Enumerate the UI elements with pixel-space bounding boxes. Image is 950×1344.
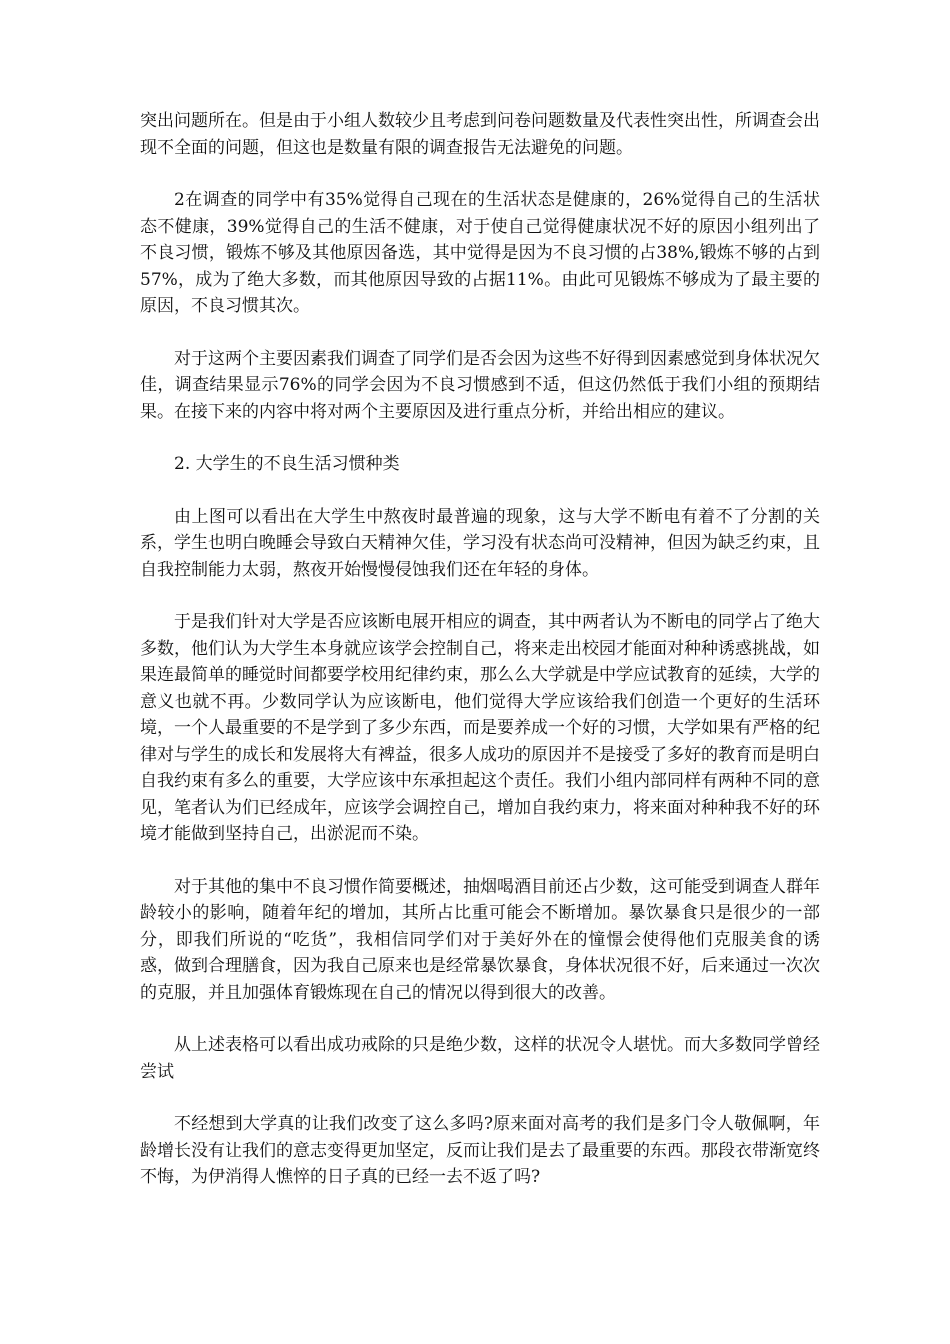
paragraph-health-survey-results: 2在调查的同学中有35%觉得自己现在的生活状态是健康的，26%觉得自己的生活状态不健康，39%觉得自己的生活不健康，对于使自己觉得健康状况不好的原因小组列出了不良习惯，锻炼不够及其他原因备选，其中觉得是因为不良习惯的占38%,锻炼不够的占到57%，成为了绝大多数，而其他原因导致的占据11%。由此可见锻炼不够成为了最主要的原因，不良习惯其次。 [140,190,820,316]
paragraph-power-cutoff-debate: 于是我们针对大学是否应该断电展开相应的调查，其中两者认为不断电的同学占了绝大多数，他们认为大学生本身就应该学会控制自己，将来走出校园才能面对种种诱惑挑战，如果连最简单的睡觉时间都要学校用纪律约束，那么么大学就是中学应试教育的延续，大学的意义也就不再。少数同学认为应该断电，他们觉得大学应该给我们创造一个更好的生活环境，一个人最重要的不是学到了多少东西，而是要养成一个好的习惯，大学如果有严格的纪律对与学生的成长和发展将大有裨益，很多人成功的原因并不是接受了多好的教育而是明白自我约束有多么的重要，大学应该中东承担起这个责任。我们小组内部同样有两种不同的意见，笔者认为们已经成年，应该学会调控自己，增加自我约束力，将来面对种种我不好的环境才能做到坚持自己，出淤泥而不染。 [140,612,820,844]
paragraph-intro-continuation: 突出问题所在。但是由于小组人数较少且考虑到问卷问题数量及代表性突出性，所调查会出现不全面的问题，但这也是数量有限的调查报告无法避免的问题。 [140,111,820,158]
paragraph-main-factors: 对于这两个主要因素我们调查了同学们是否会因为这些不好得到因素感觉到身体状况欠佳，调查结果显示76%的同学会因为不良习惯感到不适，但这仍然低于我们小组的预期结果。在接下来的内容中将对两个主要原因及进行重点分析，并给出相应的建议。 [140,348,820,422]
paragraph-other-bad-habits: 对于其他的集中不良习惯作简要概述，抽烟喝酒目前还占少数，这可能受到调查人群年龄较小的影响，随着年纪的增加，其所占比重可能会不断增加。暴饮暴食只是很少的一部分，即我们所说的“吃货”，我相信同学们对于美好外在的憧憬会使得他们克服美食的诱惑，做到合理膳食，因为我自己原来也是经常暴饮暴食，身体状况很不好，后来通过一次次的克服，并且加强体育锻炼现在自己的情况以得到很大的改善。 [140,876,820,1003]
section-heading-bad-habits: 2. 大学生的不良生活习惯种类 [174,454,400,474]
document-body [140,108,820,1217]
paragraph-quitting-table: 从上述表格可以看出成功戒除的只是绝少数，这样的状况令人堪忧。而大多数同学曾经尝试 [140,1035,820,1082]
paragraph-staying-up-late: 由上图可以看出在大学生中熬夜时最普遍的现象，这与大学不断电有着不了分割的关系，学生也明白晚睡会导致白天精神欠佳，学习没有状态尚可没精神，但因为缺乏约束，且自我控制能力太弱，熬夜开始慢慢侵蚀我们还在年轻的身体。 [140,506,820,580]
paragraph-reflection: 不经想到大学真的让我们改变了这么多吗?原来面对高考的我们是多门令人敬佩啊，年龄增长没有让我们的意志变得更加坚定，反而让我们是去了最重要的东西。那段衣带渐宽终不悔，为伊消得人憔悴的日子真的已经一去不返了吗? [140,1114,820,1187]
